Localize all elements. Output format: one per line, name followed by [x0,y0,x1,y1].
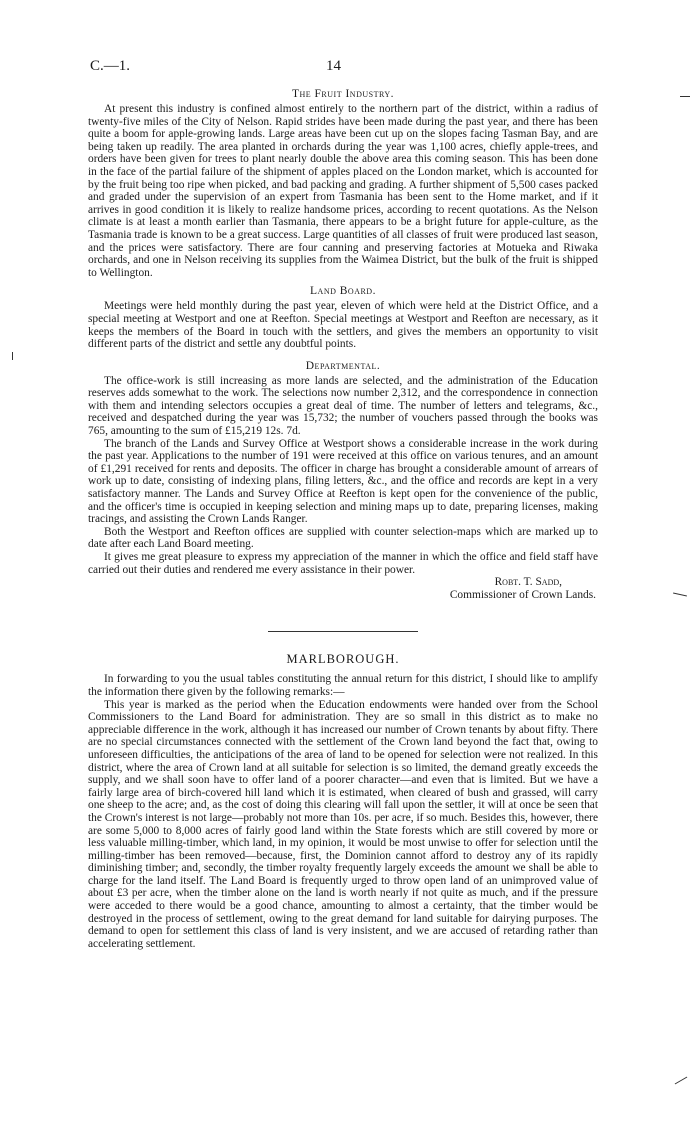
signature-block [88,576,598,601]
page-number: 14 [326,58,341,74]
fruit-industry-paragraph: At present this industry is confined almost entirely to the northern part of the district, within a radius of twenty-five miles of the City of Nelson. Rapid strides have been made during the past year, and there has been quite a boom for apple-growing lands. Large areas have been cut up on the slopes facing Tasman Bay, and are being taken up readily. The area planted in orchards during the year was 1,100 acres, chiefly apple-trees, and orders have been given for trees to plant nearly double the above area this coming season. This has been done in the face of the partial failure of the shipment of apples placed on the London market, which is accounted for by the fruit being too ripe when picked, and bad packing and grading. A further shipment of 5,500 cases packed and graded under the supervision of an expert from Tasmania has been sent to the Home market, and if it arrives in good condition it is likely to realize handsome prices, according to recent quotations. As the Nelson climate is at least a month earlier than Tasmania, there appears to be a bright future for apple-culture, as the Tasmania trade is known to be a great success. Large quantities of all classes of fruit were produced last season, and the prices were satisfactory. There are four canning and preserving factories at Motueka and Riwaka orchards, and one in Nelson receiving its supplies from the Waimea District, but the bulk of the fruit is shipped to Wellington. [88,103,598,279]
land-board-paragraph: Meetings were held monthly during the past year, eleven of which were held at the District Office, and a special meeting at Westport and one at Reefton. Special meetings at Westport and Reefton are necessary, as it keeps the members of the Board in touch with the settlers, and gives the members an opportunity to visit different parts of the district and settle any doubtful points. [88,300,598,351]
section-title-marlborough: MARLBOROUGH. [286,652,400,667]
departmental-paragraph: The office-work is still increasing as more lands are selected, and the administration of the Education reserves adds somewhat to the work. The selections now number 2,312, and the correspondence in connection with them and intending selectors occupies a great deal of time. The number of letters and telegrams, &c., received and despatched during the year was 15,732; the number of vouchers passed through the books was 765, amounting to the sum of £15,219 12s. 7d. [88,374,598,438]
departmental-paragraph: It gives me great pleasure to express my appreciation of the manner in which the office and field staff have carried out their duties and rendered me every assistance in their power. [88,551,598,576]
margin-mark [673,593,687,597]
section-title-land-board: Land Board. [310,285,376,298]
margin-mark [675,1077,688,1085]
marlborough-paragraph: This year is marked as the period when the Education endowments were handed over from the School Commissioners to the Land Board for administration. They are so small in this district as to make no appreciable difference in the work, although it has increased our number of Crown tenants by about fifty. There are no special circumstances connected with the settlement of the Crown land beyond the fact that, owing to unforeseen difficulties, the anticipations of the area of land to be opened for selection were not realized. In this district, where the area of Crown land at all suitable for selection is so limited, the demand greatly exceeds the supply, and we shall soon have to offer land of a poorer character—and even that is limited. But we have a fairly large area of birch-covered hill land which it is estimated, when cleared of bush and grassed, will carry one sheep to the acre; and, as the cost of doing this clearing will fall upon the settler, it will at once be seen that the Crown's interest is not large—probably not more than 10s. per acre, if so much. Besides this, however, there are some 5,000 to 8,000 acres of fairly good land within the State forests which are still covered by more or less valuable milling-timber, which land, in my opinion, it would be most unwise to offer for selection until the milling-timber has been removed—because, first, the Dominion cannot afford to destroy any of its rapidly diminishing timber; and, secondly, the timber royalty frequently largely exceeds the amount we shall be able to charge for the land itself. The Land Board is frequently urged to throw open land of an unimproved value of about £3 per acre, when the timber alone on the land is worth nearly if not quite as much, and if the pressure were acceded to there would be a good chance, amounting to almost a certainty, that the timber would be destroyed in the process of settlement, owing to the great demand for land suitable for dairying purposes. The demand to open for settlement this class of land is very insistent, and we are accused of retarding rather than accelerating settlement. [88,698,598,950]
page-header [88,58,598,82]
signatory-title: Commissioner of Crown Lands. [449,588,596,601]
section-title-fruit-industry: The Fruit Industry. [291,88,395,100]
signatory-name: Robt. T. Sadd, [494,576,562,589]
document-page [88,58,598,950]
margin-mark [680,96,690,97]
section-divider [268,631,418,632]
departmental-paragraph: Both the Westport and Reefton offices are supplied with counter selection-maps which are marked up to date after each Land Board meeting. [88,525,598,551]
margin-mark [12,352,13,360]
marlborough-paragraph: In forwarding to you the usual tables constituting the annual return for this district, I should like to amplify the information there given by the following remarks:— [88,673,598,698]
document-reference: C.—1. [90,58,131,74]
departmental-paragraph: The branch of the Lands and Survey Office at Westport shows a considerable increase in the work during the past year. Applications to the number of 191 were received at this office on various tenures, and an amount of £1,291 received for rents and deposits. The officer in charge has brought a considerable amount of arrears of work up to date, consisting of indexing plans, filing letters, &c., and the office and records are kept in a very satisfactory manner. The Lands and Survey Office at Reefton is kept open for the convenience of the public, and the officer's time is occupied in keeping selection and mining maps up to date, preparing licenses, making tracings, and assisting the Crown Lands Ranger. [88,437,598,526]
section-title-departmental: Departmental. [305,359,381,372]
